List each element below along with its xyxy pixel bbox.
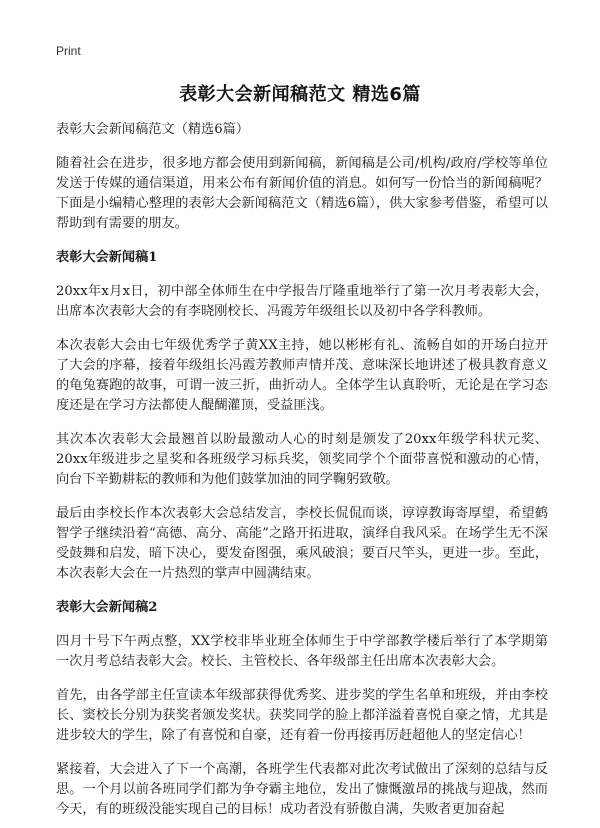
section-paragraph: 其次本次表彰大会最翘首以盼最激动人心的时刻是颁发了20xx年级学科状元奖、20xx年级进步之星奖和各班级学习标兵奖，领奖同学个个面带喜悦和激动的心情，向台下辛勤耕耘的教师和为他们鼓掌加油的同学鞠躬致敬。 bbox=[56, 432, 548, 487]
section-heading: 表彰大会新闻稿2 bbox=[56, 600, 158, 615]
section-paragraph: 本次表彰大会由七年级优秀学子黄XX主持，她以彬彬有礼、流畅自如的开场白拉开了大会的序幕，接着年级组长冯霞芳教师声情并茂、意味深长地讲述了极具教育意义的龟兔赛跑的故事，可谓一波三折，曲折动人。全体学生认真聆听，无论是在学习态度还是在学习方法都使人醍醐灌顶，受益匪浅。 bbox=[56, 338, 548, 413]
section-1 bbox=[56, 248, 548, 584]
page-title: 表彰大会新闻稿范文 精选6篇 bbox=[179, 84, 421, 105]
section-paragraph: 首先，由各学部主任宣读本年级部获得优秀奖、进步奖的学生名单和班级，并由李校长、窦校长分别为获奖者颁发奖状。获奖同学的脸上都洋溢着喜悦自豪之情，尤其是进步较大的学生，除了有喜悦和自豪，还有着一份再接再厉赶超他人的坚定信心！ bbox=[56, 688, 548, 743]
intro-paragraph: 随着社会在进步，很多地方都会使用到新闻稿，新闻稿是公司/机构/政府/学校等单位发送于传媒的通信渠道，用来公布有新闻价值的消息。如何写一份恰当的新闻稿呢？下面是小编精心整理的表彰大会新闻稿范文（精选6篇），供大家参考借鉴，希望可以帮助到有需要的朋友。 bbox=[56, 156, 548, 231]
section-2 bbox=[56, 598, 548, 820]
document-subtitle: 表彰大会新闻稿范文（精选6篇） bbox=[56, 122, 250, 137]
print-label[interactable]: Print bbox=[56, 44, 81, 58]
section-paragraph: 20xx年x月x日，初中部全体师生在中学报告厅隆重地举行了第一次月考表彰大会，出席本次表彰大会的有李晓刚校长、冯霞芳年级组长以及初中各学科教师。 bbox=[56, 284, 548, 319]
section-paragraph: 紧接着，大会进入了下一个高潮，各班学生代表都对此次考试做出了深刻的总结与反思。一个月以前各班同学们都为争夺霸主地位，发出了慷慨激昂的挑战与迎战，然而今天，有的班级没能实现自己的目标！成功者没有骄傲自满，失败者更加奋起 bbox=[56, 762, 548, 817]
section-paragraph: 四月十号下午两点整，XX学校非毕业班全体师生于中学部教学楼后举行了本学期第一次月考总结表彰大会。校长、主管校长、各年级部主任出席本次表彰大会。 bbox=[56, 634, 548, 669]
section-paragraph: 最后由李校长作本次表彰大会总结发言，李校长侃侃而谈，谆谆教诲寄厚望，希望鹤智学子继续沿着“高德、高分、高能”之路开拓进取，演绎自我风采。在场学生无不深受鼓舞和启发，暗下决心，要发奋图强，乘风破浪；要百尺竿头，更进一步。至此，本次表彰大会在一片热烈的掌声中圆满结束。 bbox=[56, 506, 548, 581]
document-body bbox=[56, 120, 548, 828]
section-heading: 表彰大会新闻稿1 bbox=[56, 250, 158, 265]
